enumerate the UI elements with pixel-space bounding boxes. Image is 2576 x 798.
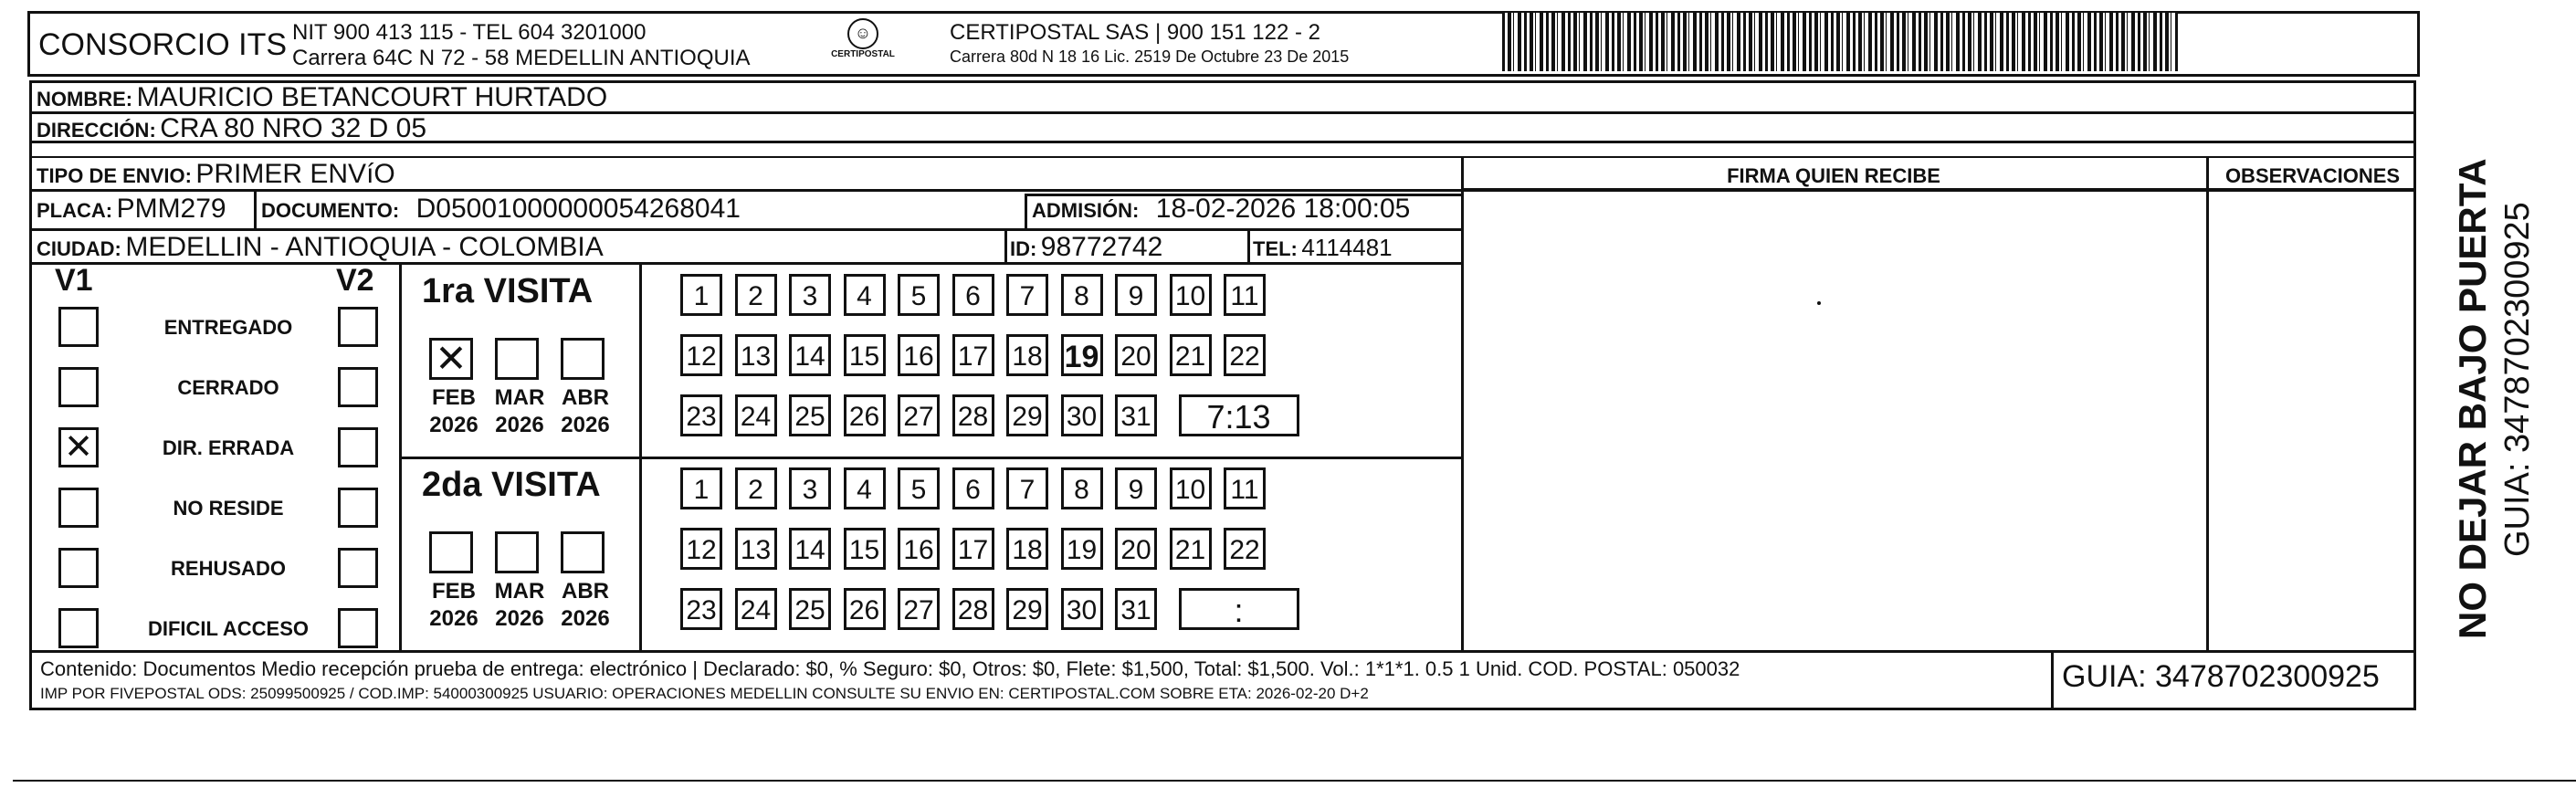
day-box[interactable]: 24 [735, 588, 777, 630]
day-box[interactable]: 7 [1006, 467, 1048, 509]
footer-imp-line: IMP POR FIVEPOSTAL ODS: 25099500925 / COD.IMP: 54000300925 USUARIO: OPERACIONES MEDELLIN CONSULTE SU ENVIO EN: CERTIPOSTAL.COM SOBRE ETA: 2026-02-20 D+2 [40, 685, 1369, 702]
day-box[interactable]: 7 [1006, 274, 1048, 316]
day-box[interactable]: 1 [680, 467, 722, 509]
v2-checkbox[interactable] [338, 307, 378, 347]
day-box[interactable]: 22 [1224, 334, 1266, 376]
day-box[interactable]: 3 [789, 467, 831, 509]
visit1-title: 1ra VISITA [422, 272, 594, 310]
visit-divider [399, 457, 1463, 459]
day-box[interactable]: 1 [680, 274, 722, 316]
status-label: REHUSADO [171, 557, 286, 580]
day-box[interactable]: 10 [1170, 467, 1212, 509]
day-box[interactable]: 19 [1061, 334, 1103, 376]
day-box[interactable]: 25 [789, 394, 831, 436]
month-label: MAR [494, 385, 545, 410]
tipo-label: TIPO DE ENVIO: [37, 164, 192, 187]
month-label: FEB [432, 579, 476, 604]
v2-checkbox[interactable] [338, 367, 378, 407]
firma-header: FIRMA QUIEN RECIBE [1727, 164, 1940, 187]
ciudad-label: CIUDAD: [37, 237, 121, 260]
day-box[interactable]: 2 [735, 274, 777, 316]
day-box[interactable]: 6 [952, 274, 994, 316]
year-label: 2026 [429, 606, 478, 631]
placa-cell [37, 194, 226, 225]
placa-sep [254, 189, 257, 229]
side-warning: NO DEJAR BAJO PUERTA [2451, 158, 2494, 639]
observaciones-header: OBSERVACIONES [2224, 164, 2401, 187]
day-box[interactable]: 21 [1170, 528, 1212, 570]
day-box[interactable]: 5 [898, 274, 940, 316]
admision-value: 18-02-2026 18:00:05 [1155, 194, 1411, 224]
day-box[interactable]: 9 [1115, 467, 1157, 509]
admision-label: ADMISIÓN: [1032, 199, 1140, 222]
status-label: NO RESIDE [173, 497, 284, 520]
month-checkbox[interactable] [561, 531, 605, 573]
day-box[interactable]: 13 [735, 334, 777, 376]
direccion-label: DIRECCIÓN: [37, 119, 156, 142]
day-box[interactable]: 20 [1115, 334, 1157, 376]
month-label: ABR [562, 385, 609, 410]
v2-label: V2 [336, 263, 374, 298]
logo-text: CERTIPOSTAL [831, 49, 895, 59]
documento-cell [261, 194, 741, 225]
day-box[interactable]: 25 [789, 588, 831, 630]
direccion-row [37, 113, 426, 144]
day-box[interactable]: 27 [898, 394, 940, 436]
firma-dot [1817, 301, 1821, 305]
ciudad-cell [37, 232, 604, 263]
company-nit-tel: NIT 900 413 115 - TEL 604 3201000 [292, 20, 647, 45]
day-box[interactable]: 24 [735, 394, 777, 436]
month-label: ABR [562, 579, 609, 604]
day-box[interactable]: 23 [680, 394, 722, 436]
day-box[interactable]: 31 [1115, 588, 1157, 630]
day-box[interactable]: 14 [789, 528, 831, 570]
tel-cell [1253, 234, 1393, 262]
id-cell [1010, 232, 1162, 263]
day-box[interactable]: 20 [1115, 528, 1157, 570]
month-checkbox[interactable]: ✕ [429, 338, 473, 380]
nombre-value: MAURICIO BETANCOURT HURTADO [136, 82, 608, 112]
day-box[interactable]: 15 [844, 334, 886, 376]
day-box[interactable]: 8 [1061, 274, 1103, 316]
year-label: 2026 [561, 606, 610, 631]
day-box[interactable]: 4 [844, 467, 886, 509]
status-label: CERRADO [177, 376, 279, 399]
v1-checkbox[interactable] [58, 548, 99, 588]
ciudad-value: MEDELLIN - ANTIOQUIA - COLOMBIA [125, 232, 604, 262]
year-label: 2026 [561, 413, 610, 437]
day-box[interactable]: 31 [1115, 394, 1157, 436]
v1-label: V1 [55, 263, 93, 298]
carrier-name: CERTIPOSTAL SAS | 900 151 122 - 2 [950, 20, 1320, 45]
admision-content [1032, 194, 1410, 225]
day-box[interactable]: 17 [952, 334, 994, 376]
day-box[interactable]: 17 [952, 528, 994, 570]
company-address: Carrera 64C N 72 - 58 MEDELLIN ANTIOQUIA [292, 46, 751, 70]
company-name: CONSORCIO ITS [38, 27, 288, 62]
v1-checkbox[interactable]: ✕ [58, 427, 99, 467]
side-guia: GUIA: 3478702300925 [2498, 202, 2537, 557]
placa-label: PLACA: [37, 199, 113, 222]
day-box[interactable]: 6 [952, 467, 994, 509]
v2-checkbox[interactable] [338, 548, 378, 588]
time-box[interactable]: 7:13 [1179, 394, 1299, 436]
status-label: ENTREGADO [163, 316, 293, 339]
nombre-row [37, 82, 607, 113]
v2-checkbox[interactable] [338, 488, 378, 528]
day-box[interactable]: 21 [1170, 334, 1212, 376]
day-box[interactable]: 11 [1224, 467, 1266, 509]
direccion-value: CRA 80 NRO 32 D 05 [160, 113, 427, 143]
day-box[interactable]: 19 [1061, 528, 1103, 570]
tel-label: TEL: [1253, 237, 1298, 260]
day-box[interactable]: 14 [789, 334, 831, 376]
day-box[interactable]: 29 [1006, 588, 1048, 630]
day-box[interactable]: 29 [1006, 394, 1048, 436]
tipo-value: PRIMER ENVíO [195, 159, 395, 189]
day-box[interactable]: 30 [1061, 394, 1103, 436]
day-box[interactable]: 10 [1170, 274, 1212, 316]
v1-checkbox[interactable] [58, 488, 99, 528]
year-label: 2026 [429, 413, 478, 437]
day-box[interactable]: 16 [898, 334, 940, 376]
v2-checkbox[interactable] [338, 427, 378, 467]
day-box[interactable]: 28 [952, 588, 994, 630]
day-box[interactable]: 11 [1224, 274, 1266, 316]
id-sep [1004, 228, 1007, 263]
day-box[interactable]: 18 [1006, 528, 1048, 570]
row-line-3 [29, 156, 2416, 158]
day-box[interactable]: 18 [1006, 334, 1048, 376]
day-box[interactable]: 2 [735, 467, 777, 509]
day-box[interactable]: 16 [898, 528, 940, 570]
id-label: ID: [1010, 237, 1037, 260]
row-line-7 [29, 650, 2416, 653]
day-box[interactable]: 28 [952, 394, 994, 436]
documento-value: D05001000000054268041 [415, 194, 741, 224]
day-box[interactable]: 26 [844, 394, 886, 436]
visit2-title: 2da VISITA [422, 466, 601, 504]
footer-guia: GUIA: 3478702300925 [2062, 659, 2380, 694]
day-box[interactable]: 12 [680, 334, 722, 376]
v1-checkbox[interactable] [58, 367, 99, 407]
day-box[interactable]: 15 [844, 528, 886, 570]
footer-content-line: Contenido: Documentos Medio recepción prueba de entrega: electrónico | Declarado: $0, % Seguro: $0, Otros: $0, Flete: $1,500, Total: $1,500. Vol.: 1*1*1. 0.5 1 Unid. COD. POSTAL: 050032 [40, 657, 1740, 680]
bottom-rule [13, 780, 2576, 782]
day-box[interactable]: 4 [844, 274, 886, 316]
tipo-row [37, 159, 395, 190]
day-box[interactable]: 9 [1115, 274, 1157, 316]
logo-circle: ☺ [847, 18, 878, 49]
obs-left-line [2206, 156, 2209, 650]
day-box[interactable]: 5 [898, 467, 940, 509]
day-box[interactable]: 12 [680, 528, 722, 570]
month-label: FEB [432, 385, 476, 410]
day-box[interactable]: 8 [1061, 467, 1103, 509]
month-checkbox[interactable] [561, 338, 605, 380]
month-label: MAR [494, 579, 545, 604]
status-label: DIR. ERRADA [162, 436, 295, 459]
documento-label: DOCUMENTO: [261, 199, 400, 222]
day-box[interactable]: 3 [789, 274, 831, 316]
day-box[interactable]: 13 [735, 528, 777, 570]
v2-checkbox[interactable] [338, 608, 378, 648]
day-box[interactable]: 27 [898, 588, 940, 630]
carrier-address: Carrera 80d N 18 16 Lic. 2519 De Octubre 23 De 2015 [950, 47, 1350, 66]
tel-sep [1247, 228, 1250, 263]
id-value: 98772742 [1040, 232, 1163, 262]
tel-value: 4114481 [1301, 234, 1393, 261]
day-box[interactable]: 23 [680, 588, 722, 630]
month-checkbox[interactable] [495, 338, 539, 380]
day-box[interactable]: 26 [844, 588, 886, 630]
footer-guia-sep [2051, 650, 2054, 710]
v1-checkbox[interactable] [58, 608, 99, 648]
year-label: 2026 [495, 606, 544, 631]
day-box[interactable]: 30 [1061, 588, 1103, 630]
firma-header-line [1461, 188, 2416, 191]
year-label: 2026 [495, 413, 544, 437]
placa-value: PMM279 [116, 194, 226, 224]
month-checkbox[interactable] [429, 531, 473, 573]
firma-left-line [1461, 156, 1464, 650]
v1-checkbox[interactable] [58, 307, 99, 347]
nombre-label: NOMBRE: [37, 88, 133, 110]
certipostal-logo [831, 18, 895, 69]
time-box[interactable]: : [1179, 588, 1299, 630]
barcode [1502, 13, 2178, 71]
status-label: DIFICIL ACCESO [147, 617, 309, 640]
day-box[interactable]: 22 [1224, 528, 1266, 570]
month-checkbox[interactable] [495, 531, 539, 573]
